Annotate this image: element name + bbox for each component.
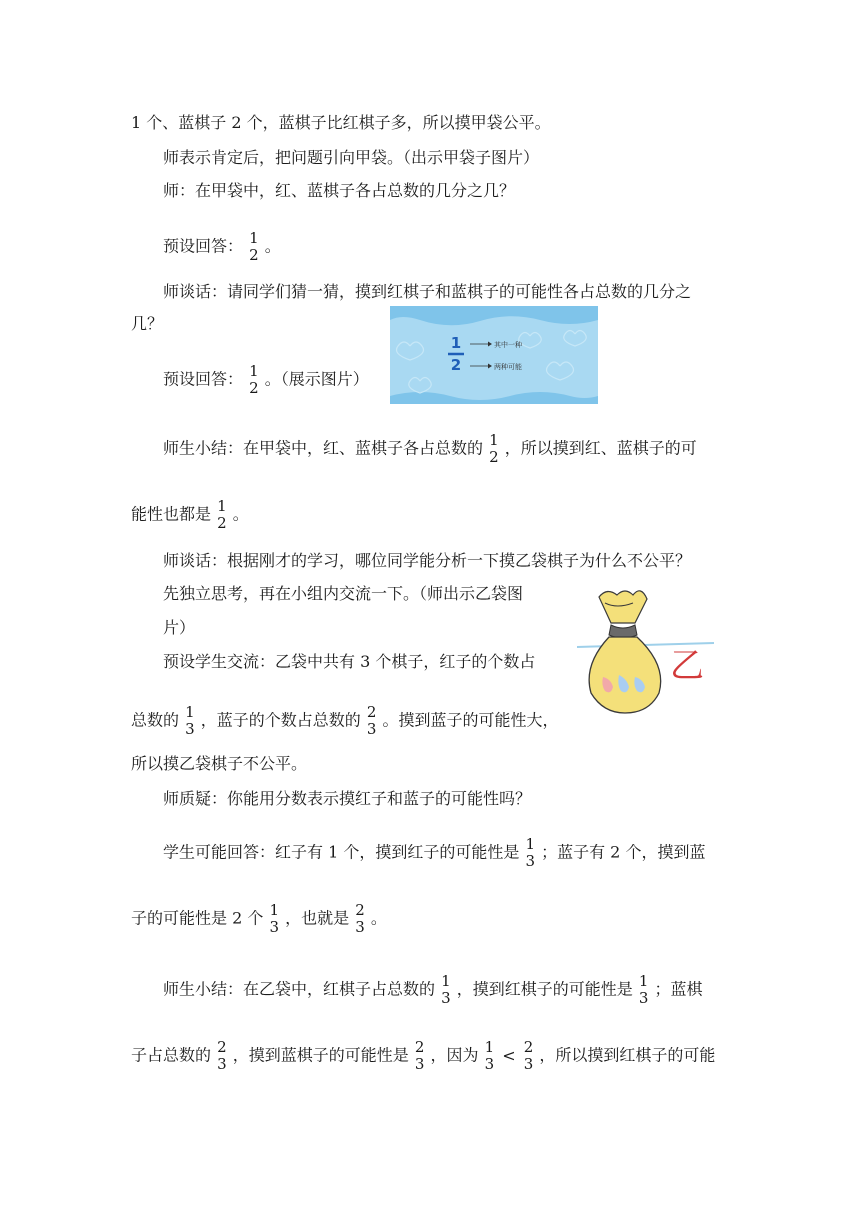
fraction-denominator: 2 bbox=[249, 246, 259, 264]
text-segment: 。（展示图片） bbox=[264, 369, 369, 389]
figure-fraction-denominator: 2 bbox=[450, 356, 462, 374]
text-line bbox=[131, 704, 559, 738]
text-line bbox=[163, 836, 705, 870]
fraction-denominator: 3 bbox=[638, 989, 649, 1007]
fraction-denominator: 3 bbox=[441, 989, 451, 1007]
bag-yi-illustration bbox=[577, 585, 714, 720]
fraction-numerator: 1 bbox=[185, 703, 195, 721]
text-line: 片） bbox=[163, 618, 196, 637]
figure-fraction-numerator: 1 bbox=[450, 334, 462, 352]
text-segment: 师生小结：在乙袋中，红棋子占总数的 bbox=[163, 979, 436, 999]
text-line: 师谈话：请同学们猜一猜，摸到红棋子和蓝棋子的可能性各占总数的几分之 bbox=[163, 282, 692, 301]
bag-jia-image bbox=[390, 306, 598, 404]
text-segment: 总数的 bbox=[131, 710, 180, 730]
less-than-sign: < bbox=[502, 1045, 516, 1065]
fraction-denominator: 3 bbox=[523, 1055, 534, 1073]
text-segment: ，摸到红棋子的可能性是 bbox=[456, 979, 633, 999]
fraction-numerator: 1 bbox=[269, 901, 279, 919]
fraction-one-third bbox=[441, 973, 451, 1007]
fraction-explanation-graphic bbox=[390, 306, 598, 404]
text-line: 师谈话：根据刚才的学习，哪位同学能分析一下摸乙袋棋子为什么不公平？ bbox=[163, 551, 692, 570]
fraction-denominator: 3 bbox=[217, 1055, 227, 1073]
text-line: 师表示肯定后，把问题引向甲袋。（出示甲袋子图片） bbox=[163, 148, 540, 167]
fraction-denominator: 3 bbox=[269, 918, 279, 936]
fraction-numerator: 2 bbox=[366, 703, 377, 721]
text-segment: ，也就是 bbox=[285, 908, 350, 928]
text-segment: 子的可能性是 2 个 bbox=[131, 908, 264, 928]
fraction-denominator: 3 bbox=[525, 852, 535, 870]
fraction-numerator: 2 bbox=[523, 1038, 534, 1056]
text-segment: 。 bbox=[264, 236, 281, 256]
fraction-numerator: 2 bbox=[414, 1038, 425, 1056]
text-line bbox=[163, 432, 697, 466]
text-line: 师：在甲袋中，红、蓝棋子各占总数的几分之几？ bbox=[163, 181, 516, 200]
text-segment: 预设回答： bbox=[163, 236, 244, 256]
figure-label-one-kind: 其中一种 bbox=[494, 341, 522, 349]
text-segment: 子占总数的 bbox=[131, 1045, 212, 1065]
fraction-one-half bbox=[249, 230, 259, 264]
text-line: 先独立思考，再在小组内交流一下。（师出示乙袋图 bbox=[163, 584, 524, 603]
text-segment: ，摸到蓝棋子的可能性是 bbox=[232, 1045, 409, 1065]
text-segment: 预设回答： bbox=[163, 369, 244, 389]
text-line bbox=[163, 363, 369, 397]
fraction-one-third bbox=[639, 973, 649, 1007]
text-line: 1 个、蓝棋子 2 个，蓝棋子比红棋子多，所以摸甲袋公平。 bbox=[131, 113, 551, 132]
text-line bbox=[131, 902, 387, 936]
text-line: 师质疑：你能用分数表示摸红子和蓝子的可能性吗？ bbox=[163, 789, 532, 808]
fraction-denominator: 3 bbox=[355, 918, 365, 936]
fraction-denominator: 2 bbox=[217, 514, 227, 532]
text-segment: 。 bbox=[232, 504, 249, 524]
fraction-one-third bbox=[185, 704, 195, 738]
fraction-denominator: 3 bbox=[185, 720, 195, 738]
fraction-numerator: 1 bbox=[217, 497, 227, 515]
fraction-numerator: 2 bbox=[355, 901, 365, 919]
fraction-denominator: 3 bbox=[366, 720, 377, 738]
fraction-one-half bbox=[249, 363, 259, 397]
fraction-numerator: 1 bbox=[638, 972, 649, 990]
text-line: 几？ bbox=[131, 314, 164, 333]
bag-yi-image bbox=[577, 585, 714, 720]
text-segment: ，因为 bbox=[430, 1045, 479, 1065]
text-segment: 师生小结：在甲袋中，红、蓝棋子各占总数的 bbox=[163, 438, 484, 458]
fraction-one-third bbox=[269, 902, 279, 936]
fraction-one-half bbox=[489, 432, 499, 466]
fraction-denominator: 3 bbox=[484, 1055, 495, 1073]
text-line: 预设学生交流：乙袋中共有 3 个棋子，红子的个数占 bbox=[163, 652, 536, 671]
fraction-denominator: 3 bbox=[414, 1055, 425, 1073]
text-segment: 能性也都是 bbox=[131, 504, 212, 524]
text-segment: 。 bbox=[370, 908, 387, 928]
fraction-numerator: 1 bbox=[489, 431, 499, 449]
text-segment: ，蓝子的个数占总数的 bbox=[200, 710, 361, 730]
fraction-numerator: 1 bbox=[249, 362, 259, 380]
fraction-denominator: 2 bbox=[489, 448, 499, 466]
fraction-numerator: 1 bbox=[525, 835, 535, 853]
fraction-denominator: 2 bbox=[249, 379, 259, 397]
fraction-one-third bbox=[485, 1039, 495, 1073]
fraction-one-third bbox=[525, 836, 535, 870]
bag-label-yi: 乙 bbox=[670, 646, 704, 686]
text-segment: ；蓝棋 bbox=[654, 979, 703, 999]
fraction-two-thirds bbox=[355, 902, 365, 936]
text-line bbox=[163, 973, 703, 1007]
text-segment: 学生可能回答：红子有 1 个，摸到红子的可能性是 bbox=[163, 842, 520, 862]
fraction-two-thirds bbox=[524, 1039, 534, 1073]
text-segment: ，所以摸到红、蓝棋子的可 bbox=[504, 438, 697, 458]
fraction-numerator: 1 bbox=[441, 972, 451, 990]
text-line bbox=[131, 1039, 715, 1073]
fraction-two-thirds bbox=[367, 704, 377, 738]
fraction-two-thirds bbox=[415, 1039, 425, 1073]
text-segment: ，所以摸到红棋子的可能 bbox=[539, 1045, 716, 1065]
text-line: 所以摸乙袋棋子不公平。 bbox=[131, 754, 308, 773]
text-segment: ；蓝子有 2 个，摸到蓝 bbox=[541, 842, 706, 862]
fraction-numerator: 1 bbox=[249, 229, 259, 247]
fraction-one-half bbox=[217, 498, 227, 532]
figure-label-two-possibilities: 两种可能 bbox=[494, 363, 522, 371]
fraction-numerator: 2 bbox=[217, 1038, 227, 1056]
text-line bbox=[163, 230, 281, 264]
text-line bbox=[131, 498, 249, 532]
fraction-numerator: 1 bbox=[484, 1038, 495, 1056]
fraction-two-thirds bbox=[217, 1039, 227, 1073]
text-segment: 。摸到蓝子的可能性大， bbox=[382, 710, 559, 730]
